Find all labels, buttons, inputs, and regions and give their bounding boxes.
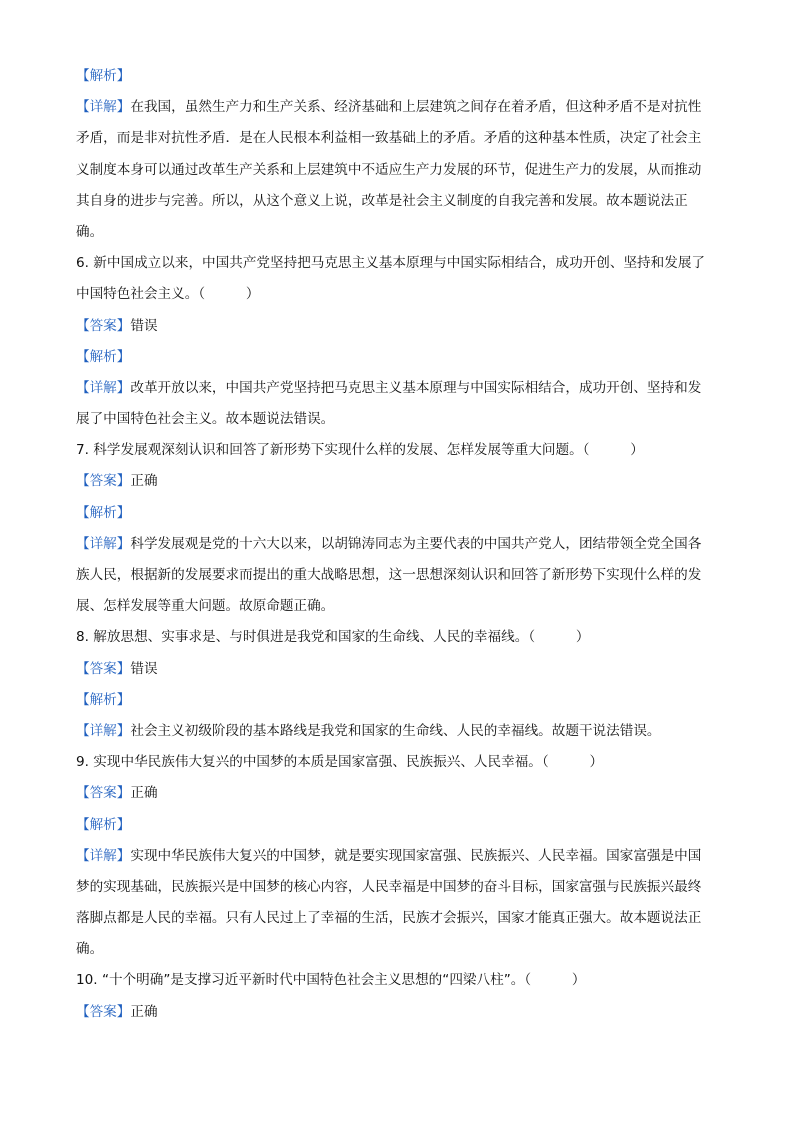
text-line [76, 591, 722, 622]
line-text: 确。 [76, 223, 104, 240]
line-text: 矛盾，而是非对抗性矛盾．是在人民根本利益相一致基础上的矛盾。矛盾的这种基本性质，决定了社会主 [76, 130, 702, 147]
detail-tag: 【详解】 [76, 847, 131, 864]
line-text: 落脚点都是人民的幸福。只有人民过上了幸福的生活，民族才会振兴，国家才能真正强大。故本题说法正 [76, 910, 702, 927]
answer-tag: 【答案】 [76, 785, 131, 802]
line-text: 族人民，根据新的发展要求而提出的重大战略思想，这一思想深刻认识和回答了新形势下实现什么样的发 [76, 567, 702, 583]
line-text: 展、怎样发展等重大问题。故原命题正确。 [76, 598, 335, 615]
answer-line [76, 311, 722, 342]
text-line [76, 529, 722, 560]
answer-text: 正确 [130, 473, 158, 490]
question-line [76, 965, 722, 996]
text-line [76, 934, 722, 965]
answer-tag: 【答案】 [76, 1003, 131, 1020]
answer-tag: 【答案】 [76, 317, 131, 334]
line-text: 8. 解放思想、实事求是、与时俱进是我党和国家的生命线、人民的幸福线。（ ） [76, 629, 590, 646]
text-line [76, 61, 722, 92]
analysis-tag: 【解析】 [76, 348, 131, 365]
question-line [76, 435, 722, 466]
line-text: 6. 新中国成立以来，中国共产党坚持把马克思主义基本原理与中国实际相结合，成功开创、坚持和发展了 [76, 255, 706, 272]
detail-tag: 【详解】 [76, 722, 131, 739]
answer-line [76, 997, 722, 1028]
text-line [76, 560, 722, 591]
line-text: 在我国，虽然生产力和生产关系、经济基础和上层建筑之间存在着矛盾，但这种矛盾不是对抗性 [130, 99, 702, 116]
text-line [76, 92, 722, 123]
answer-line [76, 654, 722, 685]
question-line [76, 248, 722, 279]
line-text: 科学发展观是党的十六大以来，以胡锦涛同志为主要代表的中国共产党人，团结带领全党全国各 [130, 535, 702, 552]
question-line [76, 279, 722, 310]
answer-text: 错误 [130, 660, 158, 677]
detail-tag: 【详解】 [76, 379, 131, 396]
line-text: 改革开放以来，中国共产党坚持把马克思主义基本原理与中国实际相结合，成功开创、坚持和发 [130, 379, 702, 396]
line-text: 10. “十个明确”是支撑习近平新时代中国特色社会主义思想的“四梁八柱”。（ ） [76, 972, 586, 989]
text-line [76, 872, 722, 903]
answer-text: 错误 [130, 317, 158, 334]
text-line [76, 342, 722, 373]
analysis-tag: 【解析】 [76, 691, 131, 708]
line-text: 义制度本身可以通过改革生产关系和上层建筑中不适应生产力发展的环节，促进生产力的发展，从而推动 [76, 161, 702, 178]
answer-text: 正确 [130, 785, 158, 802]
text-line [76, 498, 722, 529]
text-line [76, 155, 722, 186]
section-tag: 【详解】 [76, 99, 131, 116]
text-line [76, 810, 722, 841]
text-line [76, 716, 722, 747]
question-line [76, 622, 722, 653]
line-text: 其自身的进步与完善。所以，从这个意义上说，改革是社会主义制度的自我完善和发展。故本题说法正 [76, 192, 688, 209]
line-text: 9. 实现中华民族伟大复兴的中国梦的本质是国家富强、民族振兴、人民幸福。（ ） [76, 754, 604, 771]
text-line [76, 373, 722, 404]
line-text: 梦的实现基础，民族振兴是中国梦的核心内容，人民幸福是中国梦的奋斗目标，国家富强与民族振兴最终 [76, 878, 702, 895]
text-line [76, 186, 722, 217]
line-text: 确。 [76, 941, 104, 958]
text-line [76, 123, 722, 154]
detail-tag: 【详解】 [76, 535, 131, 552]
question-line [76, 747, 722, 778]
analysis-tag: 【解析】 [76, 504, 131, 521]
answer-tag: 【答案】 [76, 473, 131, 490]
line-text: 中国特色社会主义。（ ） [76, 286, 260, 303]
line-text: 7. 科学发展观深刻认识和回答了新形势下实现什么样的发展、怎样发展等重大问题。（ ） [76, 442, 644, 459]
answer-line [76, 466, 722, 497]
answer-line [76, 778, 722, 809]
answer-text: 正确 [130, 1003, 158, 1020]
text-line [76, 404, 722, 435]
line-text: 社会主义初级阶段的基本路线是我党和国家的生命线、人民的幸福线。故题干说法错误。 [130, 722, 661, 739]
line-text: 展了中国特色社会主义。故本题说法错误。 [76, 411, 335, 428]
line-text: 实现中华民族伟大复兴的中国梦，就是要实现国家富强、民族振兴、人民幸福。国家富强是中国 [130, 847, 702, 864]
analysis-tag: 【解析】 [76, 816, 131, 833]
answer-tag: 【答案】 [76, 660, 131, 677]
text-line [76, 903, 722, 934]
document-body [76, 61, 722, 1028]
text-line [76, 685, 722, 716]
text-line [76, 841, 722, 872]
section-tag: 【解析】 [76, 68, 131, 84]
text-line [76, 217, 722, 248]
